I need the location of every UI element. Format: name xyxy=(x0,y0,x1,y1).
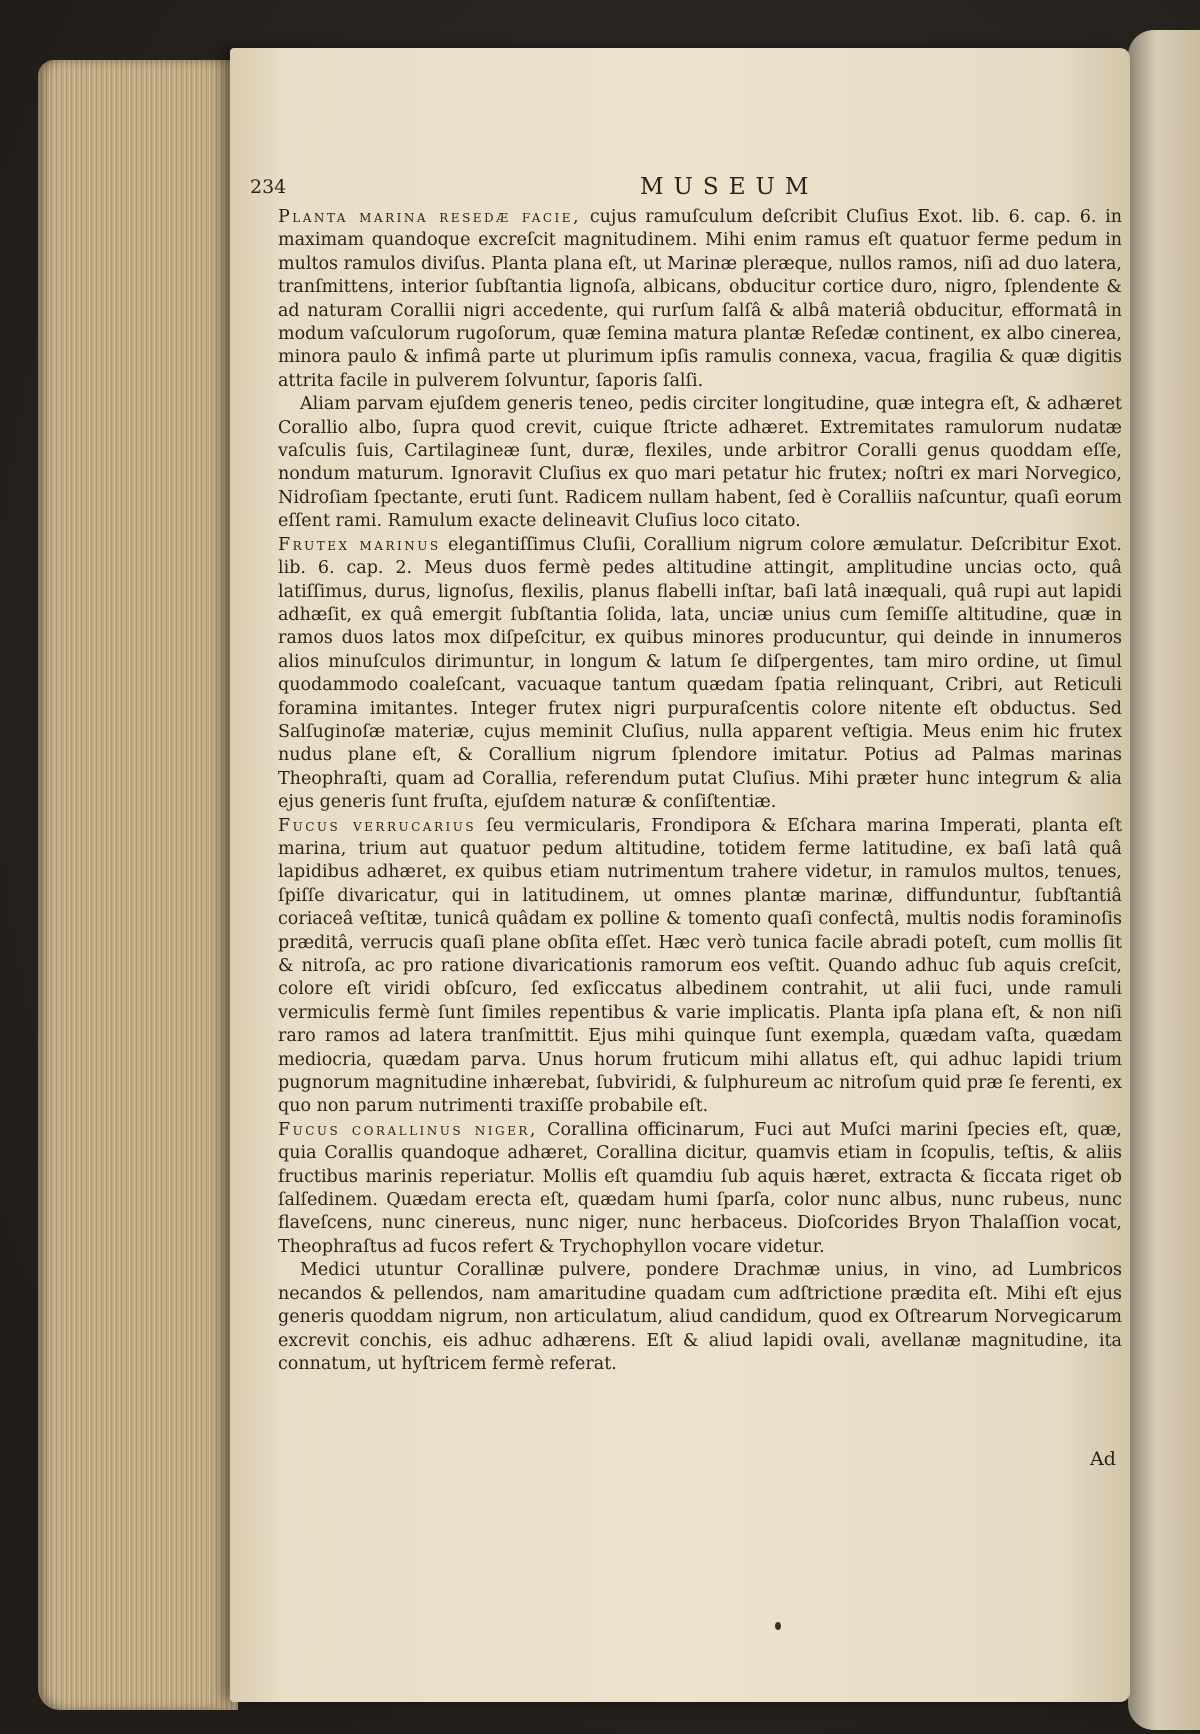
paragraph-text: Corallina officinarum, Fuci aut Muſci marini ſpecies eſt, quæ, quia Corallis quandoque adhæret, Corallina dicitur, quamvis etiam in ſcopulis, teſtis, & aliis fructibus marinis reperiatur. Mollis eſt quamdiu ſub aquis hæret, extracta & ſiccata riget ob ſalſedinem. Quædam erecta eſt, quædam humi ſparſa, color nunc albus, nunc rubeus, nunc flaveſcens, nunc cinereus, nunc niger, nunc herbaceus. Dioſcorides Bryon Thalaſſion vocat, Theophraſtus ad fucos refert & Trychophyllon vocare videtur. xyxy=(278,1119,1122,1257)
page-header xyxy=(250,174,1130,204)
body-text xyxy=(278,206,1122,1446)
lemma: Fucus verrucarius xyxy=(278,815,477,836)
lemma: Frutex marinus xyxy=(278,534,441,555)
lemma: Planta marina resedæ facie, xyxy=(278,207,582,227)
paragraph-frutex-marinus xyxy=(278,534,1122,815)
paragraph-planta-marina xyxy=(278,206,1122,393)
ink-spot xyxy=(775,1622,781,1630)
paragraph-text: cujus ramuſculum deſcribit Cluſius Exot. lib. 6. cap. 6. in maximam quandoque excreſcit magnitudinem. Mihi enim ramus eſt quatuor ferme pedum in multos ramulos diviſus. Planta plana eſt, ut Marinæ pleræque, nullos ramos, niſi ad duo latera, tranſmittens, interior ſubſtantia lignoſa, albicans, obducitur cortice duro, nigro, ſplendente & ad naturam Corallii nigri accedente, qui rurſum ſalſâ & albâ materiâ obducitur, efformatâ in modum vaſculorum rugoſorum, quæ ſemina matura plantæ Reſedæ continent, ex albo cinerea, minora paulo & infimâ parte ut plurimum ipſis ramulis connexa, vacua, fragilia & quæ digitis attrita facile in pulverem ſolvuntur, ſaporis ſalſi. xyxy=(278,207,1123,391)
catchword: Ad xyxy=(1090,1448,1116,1470)
paragraph-text: ſeu vermicularis, Frondipora & Eſchara marina Imperati, planta eſt marina, trium aut quatuor pedum altitudine, totidem ferme latitudine, ex baſi latâ quâ lapidibus adhæret, ex quibus etiam nutrimentum trahere videtur, in ramulos multos, tenues, ſpiſſe divaricatur, qui in latitudinem, ut omnes plantæ marinæ, diffunduntur, ſubſtantiâ coriaceâ veſtitæ, tunicâ quâdam ex polline & tomento quaſi confectâ, multis nodis foraminoſis præditâ, verrucis quaſi plane obſita eſſet. Hæc verò tunica facile abradi poteſt, cum mollis ſit & nitroſa, ac pro ratione divaricationis ramorum eos veſtit. Quando adhuc ſub aquis creſcit, colore eſt viridi obſcuro, ſed exſiccatus albedinem contrahit, ut alii fuci, unde ramuli vermiculis fermè ſunt ſimiles repentibus & varie implicatis. Planta ipſa plana eſt, & non niſi raro ramos ad latera tranſmittit. Ejus mihi quinque ſunt exempla, quædam vaſta, quædam mediocria, quædam parva. Unus horum fruticum mihi allatus eſt, qui adhuc lapidi trium pugnorum magnitudine inhærebat, ſubviridi, & ſulphureum ac nitroſum quid præ ſe ferenti, ex quo non parum nutrimenti traxiſſe probabile eſt. xyxy=(278,815,1123,1117)
paragraph-aliam xyxy=(278,393,1122,533)
paragraph-fucus-corallinus xyxy=(278,1119,1122,1259)
paragraph-medici xyxy=(278,1259,1122,1376)
page-number: 234 xyxy=(250,176,287,198)
lemma: Fucus corallinus niger, xyxy=(278,1119,538,1140)
running-title: MUSEUM xyxy=(640,174,819,200)
paragraph-text: Medici utuntur Corallinæ pulvere, pondere Drachmæ unius, in vino, ad Lumbricos necandos & pellendos, nam amaritudine quadam cum adſtrictione prædita eſt. Mihi eſt ejus generis quoddam nigrum, non articulatum, aliud candidum, quod ex Oſtrearum Norvegicarum excrevit conchis, eis adhuc adhærens. Eſt & aliud lapidi ovali, avellanæ magnitudine, ita connatum, ut hyſtricem fermè referat. xyxy=(278,1260,1122,1374)
facing-page-edge xyxy=(1128,30,1200,1730)
paragraph-fucus-verrucarius xyxy=(278,815,1122,1119)
book-page-edges xyxy=(38,60,238,1710)
paragraph-text: elegantiſſimus Cluſii, Corallium nigrum colore æmulatur. Deſcribitur Exot. lib. 6. cap. 2. Meus duos fermè pedes altitudine attingit, amplitudine uncias octo, quâ latiſſimus, durus, lignoſus, flexilis, planus flabelli inſtar, baſi latâ inæquali, quâ rupi aut lapidi adhæſit, ex quâ emergit ſubſtantia ſolida, lata, unciæ unius cum ſemiſſe altitudine, quæ in ramos duos latos mox diſpeſcitur, ex quibus minores producuntur, qui deinde in innumeros alios minuſculos dirimuntur, in longum & latum ſe diſpergentes, tam miro ordine, ut ſimul quodammodo coaleſcant, vacuaque tantum quædam ſpatia relinquant, Cribri, aut Reticuli foramina imitantes. Integer frutex nigri purpuraſcentis colore nitente eſt obductus. Sed Salſuginoſæ materiæ, cujus meminit Cluſius, nulla apparent veſtigia. Meus enim hic frutex nudus plane eſt, & Corallium nigrum ſplendore imitatur. Potius ad Palmas marinas Theophraſti, quam ad Corallia, referendum putat Cluſius. Mihi præter hunc integrum & alia ejus generis ſunt fruſta, ejuſdem naturæ & conſiſtentiæ. xyxy=(278,534,1122,813)
paragraph-text: Aliam parvam ejuſdem generis teneo, pedis circiter longitudine, quæ integra eſt, & adhæret Corallio albo, ſupra quod crevit, cuique ſtricte adhæret. Extremitates ramulorum nudatæ vaſculis ſuis, Cartilagineæ ſunt, duræ, flexiles, unde arbitror Coralli genus quoddam eſſe, nondum maturum. Ignoravit Cluſius ex quo mari petatur hic frutex; noſtri ex mari Norvegico, Nidroſiam ſpectante, eruti ſunt. Radicem nullam habent, ſed è Coralliis naſcuntur, quaſi eorum eſſent rami. Ramulum exacte delineavit Cluſius loco citato. xyxy=(278,394,1122,532)
